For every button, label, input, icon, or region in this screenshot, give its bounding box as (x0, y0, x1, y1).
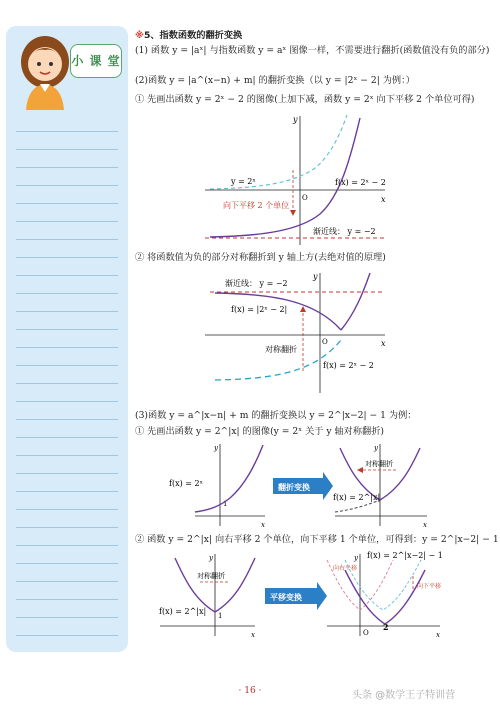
paragraph-3a: ① 先画出函数 y = 2^|x| 的图像(y = 2ˣ 关于 y 轴对称翻折) (135, 426, 384, 437)
paragraph-3b: ② 函数 y = 2^|x| 向右平移 2 个单位，向下平移 1 个单位，可得到：y = 2^|x−2| − 1 (135, 534, 499, 545)
curve-positive-part (341, 273, 370, 330)
paragraph-3: (3)函数 y = a^|x−n| + m 的翻折变换以 y = 2^|x−2| − 1 为例： (135, 410, 417, 421)
label-flip: 对称翻折 (265, 345, 297, 354)
label-f: f(x) = 2ˣ − 2 (335, 178, 386, 187)
label-right: f(x) = 2^|x−2| − 1 (367, 551, 443, 560)
label-left: f(x) = 2^|x| (159, 607, 207, 616)
label-shift: 向下平移 2 个单位 (223, 201, 290, 210)
label-right: f(x) = 2^|x| (333, 493, 381, 502)
label-left: f(x) = 2ˣ (169, 479, 203, 488)
sidebar-panel (6, 26, 128, 652)
page-number: · 16 · (238, 686, 262, 696)
left-x-label: x (261, 521, 265, 529)
right-y-label: y (354, 554, 358, 562)
heading-mark: ※ (135, 30, 144, 41)
two-label: 2 (383, 622, 389, 632)
origin-label: O (322, 338, 328, 346)
figure-shift-down (205, 110, 395, 250)
figure-translate (155, 548, 445, 658)
label-flip: 对称翻折 (365, 460, 393, 468)
right-x-label: x (436, 631, 440, 639)
curve-2-pow-x (195, 445, 263, 512)
label-flip: 对称翻折 (197, 572, 225, 580)
x-axis-label: x (381, 339, 386, 348)
note-lines (16, 114, 118, 638)
arrow-head (290, 210, 296, 216)
section-heading (135, 30, 242, 42)
right-origin-label: O (363, 629, 369, 637)
left-x-label: x (251, 631, 255, 639)
right-x-label: x (423, 521, 427, 529)
paragraph-1: (1) 函数 y = |aˣ| 与指数函数 y = aˣ 图像一样，不需要进行翻折(函数值没有负的部分) (135, 45, 490, 56)
left-y-label: y (214, 444, 218, 452)
label-f: f(x) = 2ˣ − 2 (323, 361, 374, 370)
paragraph-2: (2)函数 y = |a^(x−n) + m| 的翻折变换（以 y = |2ˣ − 2| 为例：） (135, 75, 415, 86)
right-y-label: y (374, 444, 378, 452)
figure-symmetric (165, 440, 435, 530)
shift-right-label: 向右平移 (333, 565, 358, 572)
label-2-pow-x: y = 2ˣ (231, 177, 256, 186)
shift-down-label: 向下平移 (417, 583, 442, 590)
y-axis-label: y (313, 272, 318, 281)
arrow-head (357, 467, 363, 473)
label-asymptote: 渐近线： y = −2 (225, 279, 288, 288)
watermark: 头条 @数学王子特训营 (352, 690, 456, 701)
arrow-tip (323, 472, 333, 500)
arrow-tip (317, 582, 327, 610)
left-one-label: 1 (223, 500, 228, 508)
x-axis-label: x (381, 195, 386, 204)
label-abs: f(x) = |2ˣ − 2| (231, 305, 288, 314)
figure-flip (205, 268, 395, 398)
y-axis-label: y (293, 115, 298, 124)
left-one-label: 1 (218, 612, 223, 620)
paragraph-2a: ① 先画出函数 y = 2ˣ − 2 的图像(上加下减，函数 y = 2ˣ 向下平移 2 个单位可得) (135, 94, 475, 105)
label-asymptote: 渐近线： y = −2 (313, 227, 376, 236)
arrow-head (300, 306, 306, 312)
arrow-label: 翻折变换 (278, 482, 310, 492)
arrow-label: 平移变换 (270, 592, 302, 602)
classroom-badge: 小 课 堂 (70, 44, 122, 78)
teacher-avatar-icon (14, 30, 76, 110)
left-y-label: y (209, 554, 213, 562)
origin-label: O (302, 194, 308, 202)
paragraph-2b: ② 将函数值为负的部分对称翻折到 y 轴上方(去绝对值的原理) (135, 252, 386, 263)
heading-text: 5、指数函数的翻折变换 (143, 30, 243, 41)
